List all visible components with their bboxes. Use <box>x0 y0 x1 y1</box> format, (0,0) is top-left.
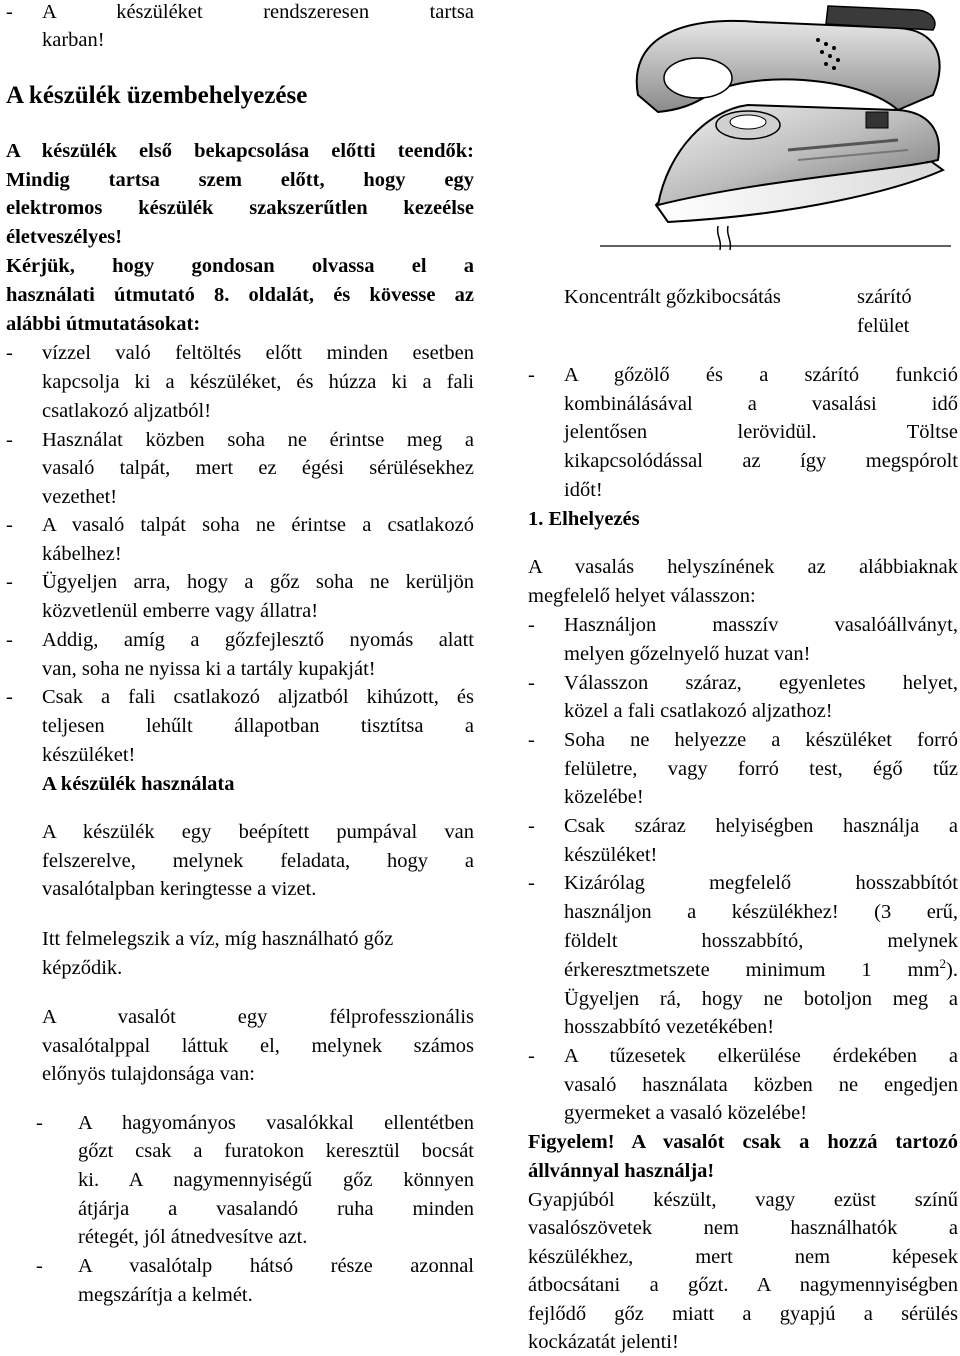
text-span: érkeresztmetszete minimum 1 mm <box>564 959 940 981</box>
list-item-text <box>564 956 958 984</box>
list-item-text: vízzel való feltöltés előtt minden esetben <box>42 342 474 364</box>
list-item-text: közelébe! <box>564 786 644 808</box>
text-span: ). <box>946 959 958 981</box>
bullet-dash: - <box>528 872 535 894</box>
list-item-text: rétegét, jól átnedvesítve azt. <box>78 1226 308 1248</box>
paragraph-line: fejlődő gőz miatt a gyapjú a sérülés <box>528 1303 958 1325</box>
bullet-dash: - <box>528 1045 535 1067</box>
bullet-dash: - <box>528 672 535 694</box>
warning-text: elektromos készülék szakszerűtlen kezeélse <box>6 197 474 219</box>
list-item-text: közel a fali csatlakozó aljzathoz! <box>564 700 833 722</box>
bullet-dash: - <box>528 815 535 837</box>
list-item-text: megszárítja a kelmét. <box>78 1284 253 1306</box>
bullet-dash: - <box>36 1255 43 1277</box>
warning-text: Kérjük, hogy gondosan olvassa el a <box>6 255 474 277</box>
paragraph-line: vasalószövetek nem használhatók a <box>528 1217 958 1239</box>
list-item-text: Ügyeljen rá, hogy ne botoljon meg a <box>564 988 958 1010</box>
list-item-text: A vasalótalp hátsó része azonnal <box>78 1255 474 1277</box>
steam-iron-illustration <box>598 0 953 262</box>
list-item-text: Válasszon száraz, egyenletes helyet, <box>564 672 958 694</box>
bullet-dash: - <box>6 429 13 451</box>
list-item-text: A gőzölő és a szárító funkció <box>564 364 958 386</box>
paragraph-line: kockázatát jelenti! <box>528 1331 679 1353</box>
list-item-text: karban! <box>42 29 105 51</box>
paragraph-line: megfelelő helyet válasszon: <box>528 585 756 607</box>
list-item-text: vezethet! <box>42 486 118 508</box>
paragraph-line: vasalótalpban keringtesse a vizet. <box>42 878 317 900</box>
list-item-text: közvetlenül emberre vagy állatra! <box>42 600 319 622</box>
paragraph-line: képződik. <box>42 957 123 979</box>
list-item-text: kapcsolja ki a készüléket, és húzza ki a fali <box>42 371 474 393</box>
paragraph-line: Itt felmelegszik a víz, míg használható gőz <box>42 928 394 950</box>
bullet-dash: - <box>528 614 535 636</box>
paragraph-line: felszerelve, melynek feladata, hogy a <box>42 850 474 872</box>
list-item-text: jelentősen lerövidül. Töltse <box>564 421 958 443</box>
list-item-text: kombinálásával a vasalási idő <box>564 393 958 415</box>
list-item-text: vasaló használata közben ne engedjen <box>564 1074 958 1096</box>
warning-text: Mindig tartsa szem előtt, hogy egy <box>6 169 474 191</box>
list-item-text: teljesen lehűlt állapotban tisztítsa a <box>42 715 474 737</box>
list-item-text: melyen gőzelnyelő huzat van! <box>564 643 811 665</box>
bullet-dash: - <box>36 1112 43 1134</box>
list-item-text: gőzt csak a furatokon keresztül bocsát <box>78 1140 474 1162</box>
bullet-dash: - <box>6 629 13 651</box>
list-item-text: időt! <box>564 479 603 501</box>
list-item-text: készüléket! <box>42 744 136 766</box>
paragraph-line: Gyapjúból készült, vagy ezüst színű <box>528 1189 958 1211</box>
warning-text: Figyelem! A vasalót csak a hozzá tartozó <box>528 1131 958 1153</box>
bullet-dash: - <box>528 364 535 386</box>
list-item-text: Csak száraz helyiségben használja a <box>564 815 958 837</box>
section-heading: A készülék üzembehelyezése <box>6 82 308 109</box>
paragraph-line: vasalótalppal láttuk el, melynek számos <box>42 1035 474 1057</box>
list-item-text: vasaló talpát, mert ez égési sérülésekhez <box>42 457 474 479</box>
list-item-text: gyermeket a vasaló közelébe! <box>564 1102 808 1124</box>
list-item-text: van, soha ne nyissa ki a tartály kupakját! <box>42 658 376 680</box>
superscript: 2 <box>939 956 947 972</box>
list-item-text: kábelhez! <box>42 543 122 565</box>
list-item-text: A tűzesetek elkerülése érdekében a <box>564 1045 958 1067</box>
bullet-dash: - <box>6 686 13 708</box>
list-item-text: Használjon masszív vasalóállványt, <box>564 614 958 636</box>
warning-text: életveszélyes! <box>6 226 123 248</box>
list-item-text: csatlakozó aljzatból! <box>42 400 212 422</box>
list-item-text: Ügyeljen arra, hogy a gőz soha ne kerüljön <box>42 571 474 593</box>
warning-text: A készülék első bekapcsolása előtti teendők: <box>6 140 474 162</box>
paragraph-line: A készülék egy beépített pumpával van <box>42 821 474 843</box>
list-item-text: A készüléket rendszeresen tartsa <box>42 1 474 23</box>
caption-drying: felület <box>857 315 910 337</box>
list-item-text: kikapcsolódással az így megspórolt <box>564 450 958 472</box>
warning-text: használati útmutató 8. <box>6 284 230 306</box>
bullet-dash: - <box>6 514 13 536</box>
list-item-text: készüléket! <box>564 844 658 866</box>
section-heading: A készülék használata <box>42 773 235 795</box>
list-item-text: A vasaló talpát soha ne érintse a csatlakozó <box>42 514 474 536</box>
bullet-dash: - <box>6 342 13 364</box>
paragraph-line: A vasalót egy félprofesszionális <box>42 1006 474 1028</box>
list-item-text: Soha ne helyezze a készüléket forró <box>564 729 958 751</box>
list-item-text: ki. A nagymennyiségű gőz könnyen <box>78 1169 474 1191</box>
list-item-text: átjárja a vasalandó ruha minden <box>78 1198 474 1220</box>
list-item-text: Csak a fali csatlakozó aljzatból kihúzott, és <box>42 686 474 708</box>
warning-text: állvánnyal használja! <box>528 1160 715 1182</box>
instruction-line <box>6 281 474 309</box>
list-item-text: hosszabbító vezetékében! <box>564 1016 775 1038</box>
bullet-dash: - <box>6 571 13 593</box>
paragraph-line: átbocsátani a gőzt. A nagymennyiségben <box>528 1274 958 1296</box>
list-item-text: földelt hosszabbító, melynek <box>564 930 958 952</box>
list-item-text: Addig, amíg a gőzfejlesztő nyomás alatt <box>42 629 474 651</box>
paragraph-line: készülékhez, mert nem képesek <box>528 1246 958 1268</box>
list-item-text: Kizárólag megfelelő hosszabbítót <box>564 872 958 894</box>
list-item-text: használjon a készülékhez! (3 erű, <box>564 901 958 923</box>
paragraph-line: A vasalás helyszínének az alábbiaknak <box>528 556 958 578</box>
caption-steam: Koncentrált gőzkibocsátás <box>564 286 781 308</box>
paragraph-line: előnyös tulajdonsága van: <box>42 1063 255 1085</box>
section-heading: 1. Elhelyezés <box>528 508 640 530</box>
list-item-text: A hagyományos vasalókkal ellentétben <box>78 1112 474 1134</box>
warning-text: oldalát, és kövesse az <box>229 284 474 306</box>
warning-text: alábbi útmutatásokat: <box>6 313 201 335</box>
list-item-text: Használat közben soha ne érintse meg a <box>42 429 474 451</box>
caption-drying: szárító <box>857 286 912 308</box>
list-item-text: felületre, vagy forró test, égő tűz <box>564 758 958 780</box>
bullet-dash: - <box>528 729 535 751</box>
bullet-dash: - <box>6 1 13 23</box>
